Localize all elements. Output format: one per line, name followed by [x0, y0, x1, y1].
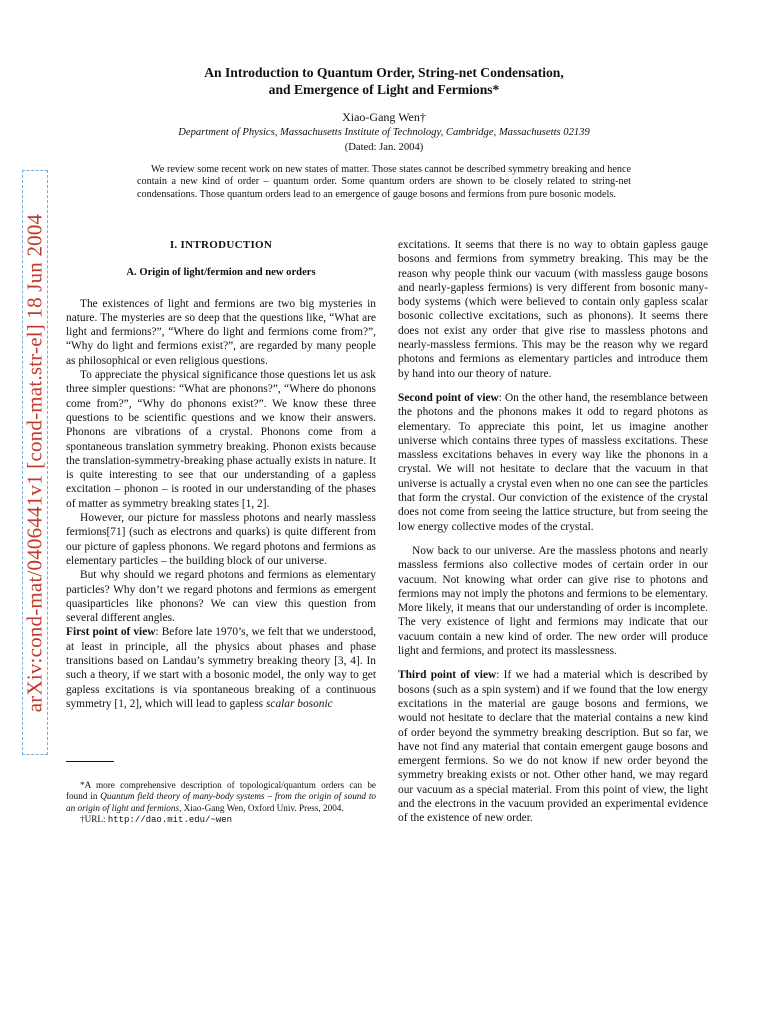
footnote-2-label: †URL: — [80, 813, 108, 824]
first-point-label: First point of view — [66, 626, 156, 639]
paragraph: However, our picture for massless photons and nearly massless fermions[71] (such as electrons and quarks) is quite different from our picture of gapless phonons. We regard photons and fermions as elementary particles – the building block of our universe. — [66, 512, 376, 567]
title-line-2: and Emergence of Light and Fermions* — [268, 82, 500, 97]
first-point-italic: scalar bosonic — [265, 697, 333, 710]
footnote-1-book: Quantum field theory of many-body systems – from the origin of sound to an origin of light and fermions — [66, 791, 376, 813]
third-point-text: : If we had a material which is described by bosons (such as a spin system) and if we found that the low energy excitations in the material are gauge bosons and fermions, we would not hesitate to declare that the material contains a new kind of order beyond the symmetry breaking description. But so far, we have not find any material that contain emergent gauge bosons and emergent fermions. So we do not know if new order beyond the symmetry breaking exists or not. Other other hand, we may regard our vacuum as a special material. From this point of view, the light and the electrons in the vacuum provided an experimental evidence of the existence of new order. — [398, 669, 708, 825]
first-point-text: : Before late 1970’s, we felt that we understood, at least in principle, all the physics about phases and phase transitions based on Landau’s symmetry breaking theory [3, 4]. In such a theory, if we start with a bosonic model, the only way to get gapless excitations is via spontaneous breaking of a continuous symmetry [1, 2], which will lead to gapless — [66, 626, 376, 710]
arxiv-identifier: arXiv:cond-mat/0406441v1 [cond-mat.str-el] 18 Jun 2004 — [22, 213, 47, 712]
second-point-label: Second point of view — [398, 391, 499, 404]
title-line-1: An Introduction to Quantum Order, String-net Condensation, — [204, 65, 564, 80]
footnote-2 — [66, 814, 376, 826]
footnote-rule — [66, 761, 114, 762]
paragraph: The existences of light and fermions are two big mysteries in nature. The mysteries are so deep that the questions like, “What are light and fermions?”, “Where do light and fermions come from?”, “Why do light and fermions exist?”, are regarded by many people as philosophical or even religious questions. — [66, 297, 376, 367]
author: Xiao-Gang Wen† — [342, 110, 426, 124]
footnote-1 — [66, 780, 376, 814]
subsection-heading: A. Origin of light/fermion and new orders — [126, 267, 316, 279]
footnote-1-text: *A more comprehensive description of topological/quantum orders can be found in — [66, 780, 376, 802]
paragraph: To appreciate the physical significance those questions let us ask three simpler questions: “What are phonons?”, “Where do phonons come from?”, “Why do phonons exist?”. We know these three questions to be scientific questions and we know their answers. Phonons are vibrations of a crystal. Phonons come from a spontaneous translation symmetry breaking. Phonon exists because the translation-symmetry-breaking phase actually exists in nature. It is quite interesting to see that our understanding of a gapless excitation – phonon – is rooted in our understanding of the phases of matter as symmetry breaking states [1, 2]. — [66, 369, 376, 510]
paper-title — [120, 64, 648, 98]
arxiv-side-stamp — [22, 170, 48, 755]
right-column — [398, 238, 708, 826]
paragraph-second-point — [398, 391, 708, 534]
author-url-link[interactable]: http://dao.mit.edu/~wen — [107, 814, 233, 825]
paragraph-first-point — [66, 625, 376, 711]
paragraph-third-point — [398, 668, 708, 825]
second-point-text: : On the other hand, the resemblance between the photons and the phonons makes it odd to regard photons as elementary. To appreciate this point, let us imagine another universe which contains three types of massless excitations. These massless excitations behaves in every way like the phonons in a crystal. We will not hesitate to declare that the vacuum in that universe is actually a crystal even when no one can see the particles that form the crystal. Our conviction of the existence of the crystal does not come from seeing the lattice structure, but from seeing the low energy collective modes of the crystal. — [398, 391, 708, 533]
section-heading: I. INTRODUCTION — [169, 239, 273, 251]
paragraph: Now back to our universe. Are the massless photons and nearly massless fermions also collective modes of certain order in our vacuum. Not knowing what order can give rise to photons and fermions may not imply the photons and fermions to be elementary. More likely, it means that our understanding of order is incomplete. The very existence of light and fermions may indicate that our vacuum contain a new kind of order. The new order will produce light and fermions, and protect its masslessness. — [398, 544, 708, 658]
paragraph: But why should we regard photons and fermions as elementary particles? Why don’t we regard photons and fermions as emergent quasiparticles like phonons? We can view this question from several different angles. — [66, 569, 376, 625]
left-column — [66, 238, 376, 826]
third-point-label: Third point of view — [398, 669, 497, 682]
abstract: We review some recent work on new states of matter. Those states cannot be described symmetry breaking and hence contain a new kind of order – quantum order. Some quantum orders are shown to be closely related to string-net condensations. Those quantum orders lead to an emergence of gauge bosons and fermions from pure bosonic models. — [137, 164, 631, 200]
footnote-1-publisher: , Xiao-Gang Wen, Oxford Univ. Press, 2004. — [179, 802, 344, 813]
paragraph: excitations. It seems that there is no way to obtain gapless gauge bosons and fermions from symmetry breaking. This may be the reason why people think our vacuum (with massless gauge bosons and nearly-gapless fermions) is very different from bosonic many-body systems (which were believed to contain only gapless scalar bosonic collective excitations, such as phonons). It seems there does not exist any order that give rise to massless photons and nearly-massless fermions. This may be the reason why we regard photons and fermions as elementary particles and introduce them by hand into our theory of nature. — [398, 239, 708, 380]
dated: (Dated: Jan. 2004) — [344, 142, 424, 153]
affiliation: Department of Physics, Massachusetts Institute of Technology, Cambridge, Massachusetts 02139 — [178, 127, 590, 138]
